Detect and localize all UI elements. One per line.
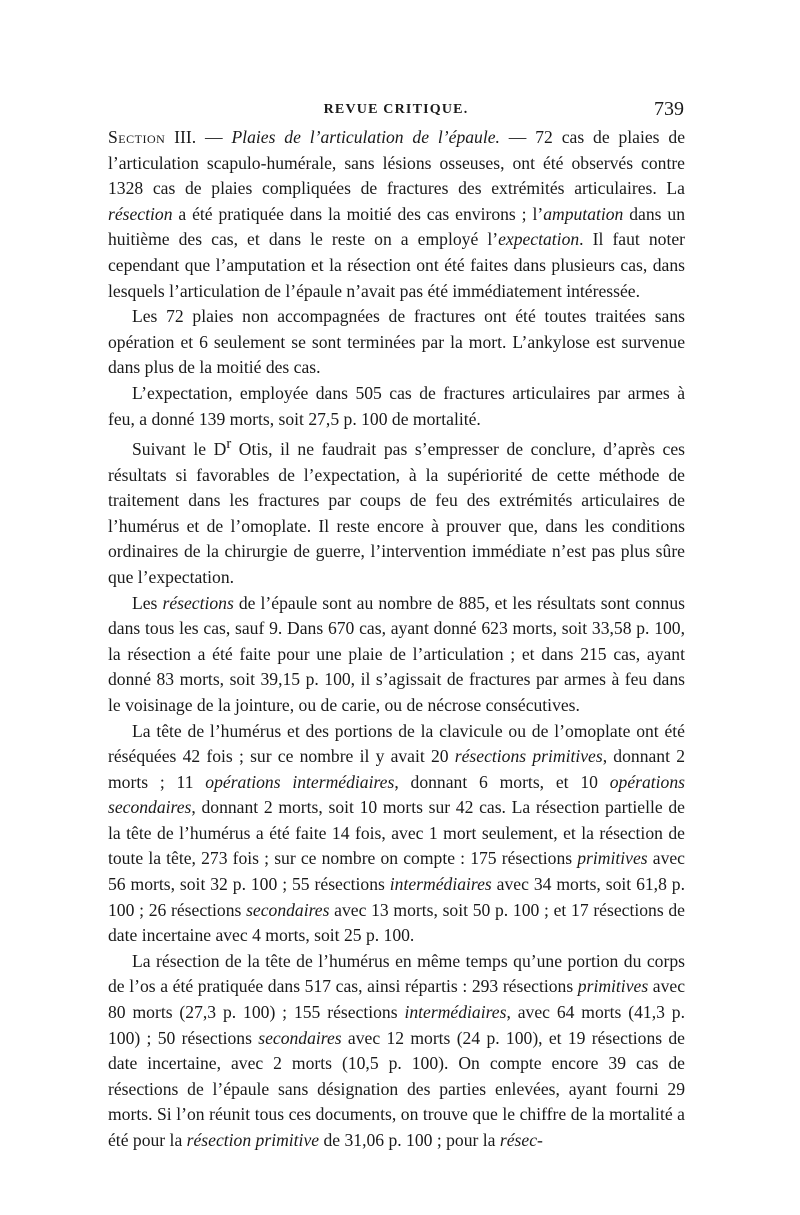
text-run: Les [132, 592, 163, 613]
text-run: Suivant le D [132, 438, 227, 459]
italic-run: opérations intermédiaires [205, 771, 395, 792]
italic-run: primitives [577, 976, 649, 997]
text-run: dans un huitième des cas, et dans le reste on a employé l’ [108, 203, 685, 250]
italic-run: primitives [577, 848, 648, 869]
text-run: Les 72 plaies non accompagnées de fractures ont été toutes traitées sans opération et 6 seulement se sont terminées par la mort. L’ankylose est survenue dans plus de la moitié des cas. [108, 306, 685, 378]
text-run: , donnant 2 morts, soit 10 morts sur 42 cas. La résection partielle de la tête de l’humérus a été faite 14 fois, avec 1 mort seulement, et la résection de toute la tête, 273 fois ; sur ce nombre on compte : 175 résections [108, 797, 685, 869]
italic-run: intermédiaires [404, 1002, 507, 1023]
italic-run: secondaires [246, 899, 330, 920]
paragraph [108, 432, 685, 590]
italic-run: résec- [499, 1130, 543, 1151]
running-title: REVUE CRITIQUE. [323, 102, 469, 117]
paragraph [108, 949, 685, 1154]
section-label: Section [108, 127, 166, 147]
text-run: avec 34 morts, soit 61,8 p. 100 ; 26 résections [108, 874, 685, 920]
italic-run: intermédiaires [389, 874, 492, 895]
italic-run: secondaires [258, 1027, 342, 1048]
italic-run: amputation [543, 203, 624, 224]
text-run: avec 80 morts (27,3 p. 100) ; 155 résections [108, 976, 686, 1023]
superscript: r [226, 436, 232, 453]
paragraph [108, 719, 685, 949]
italic-run: résection [108, 203, 173, 224]
italic-run: résections primitives [454, 746, 603, 767]
paragraph [108, 125, 685, 304]
page-header [108, 98, 684, 122]
text-run: L’expectation, employée dans 505 cas de fractures articulaires par armes à feu, a donné 139 morts, soit 27,5 p. 100 de mortalité. [108, 382, 685, 429]
body-text [108, 125, 685, 1154]
text-run: avec 56 morts, soit 32 p. 100 ; 55 résections [108, 848, 685, 895]
italic-run: opérations secondaires [108, 771, 685, 818]
text-run: La tête de l’humérus et des portions de la clavicule ou de l’omoplate ont été réséquées 42 fois ; sur ce nombre il y avait 20 [108, 720, 685, 767]
text-run: de l’épaule sont au nombre de 885, et les résultats sont connus dans tous les cas, sauf 9. Dans 670 cas, ayant donné 623 morts, soit 33,58 p. 100, la résection a été faite pour une plaie de l’articulation ; et dans 215 cas, ayant donné 83 morts, soit 39,15 p. 100, il s’agissait de fractures par armes à feu dans le voisinage de la jointure, ou de carie, ou de nécrose consécutives. [108, 592, 685, 715]
paragraph [108, 381, 685, 432]
text-run: La résection de la tête de l’humérus en même temps qu’une portion du corps de l’os a été pratiquée dans 517 cas, ainsi répartis : 293 résections [108, 950, 685, 997]
text-run: , donnant 6 morts, et 10 [394, 771, 610, 792]
text-run: avec 12 morts (24 p. 100), et 19 résections de date incertaine, avec 2 morts (10,5 p. 100). On compte encore 39 cas de résections de l’épaule sans désignation des parties enlevées, ayant fourni 29 morts. Si l’on réunit tous ces documents, on trouve que le chiffre de la mortalité a été pour la [108, 1027, 685, 1151]
italic-run: expectation [498, 229, 580, 250]
text-run: a été pratiquée dans la moitié des cas environs ; l’ [172, 203, 544, 224]
text-run: , avec 64 morts (41,3 p. 100) ; 50 résections [108, 1002, 685, 1048]
text-run: de 31,06 p. 100 ; pour la [319, 1130, 500, 1151]
italic-run: résection primitive [186, 1130, 320, 1151]
italic-run: résections [162, 592, 234, 613]
text-run: avec 13 morts, soit 50 p. 100 ; et 17 résections de date incertaine avec 4 morts, soit 25 p. 100. [108, 899, 685, 946]
text-run: . Il faut noter cependant que l’amputation et la résection ont été faites dans plusieurs cas, dans lesquels l’articulation de l’épaule n’avait pas été immédiatement intéressée. [108, 229, 686, 301]
paragraph [108, 304, 685, 381]
italic-run: Plaies de l’articulation de l’épaule. [231, 127, 500, 147]
text-run: III. — [165, 127, 232, 147]
text-run: , donnant 2 morts ; 11 [108, 746, 685, 792]
page-number: 739 [654, 98, 684, 120]
paragraph [108, 591, 685, 719]
text-run: Otis, il ne faudrait pas s’empresser de conclure, d’après ces résultats si favorables de l’expectation, à la supériorité de cette méthode de traitement dans les fractures par coups de feu des extrémités articulaires de l’humérus et de l’omoplate. Il reste encore à prouver que, dans les conditions ordinaires de la chirurgie de guerre, l’intervention immédiate n’est pas plus sûre que l’expectation. [108, 438, 685, 587]
text-run: — 72 cas de plaies de l’articulation scapulo-humérale, sans lésions osseuses, ont été observés contre 1328 cas de plaies compliquées de fractures des extrémités articulaires. La [108, 127, 685, 199]
